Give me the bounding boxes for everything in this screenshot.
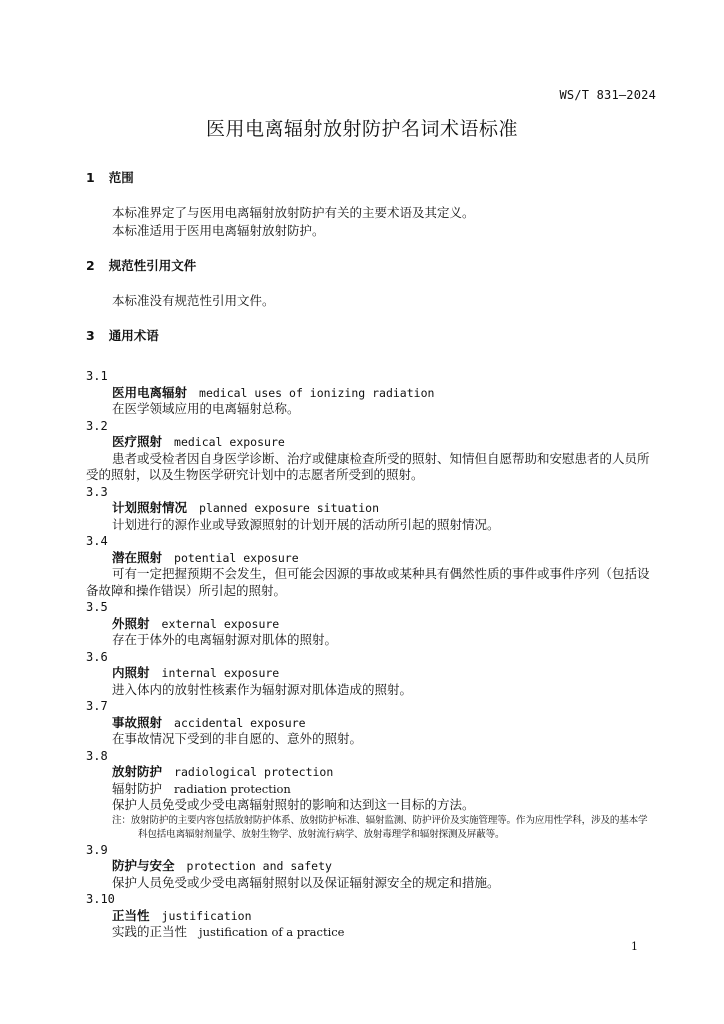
term-en: medical exposure	[174, 435, 285, 449]
page-number: 1	[631, 940, 638, 953]
term-zh: 计划照射情况	[112, 500, 188, 515]
term-alt-zh: 辐射防护	[112, 780, 163, 796]
term-en: potential exposure	[174, 550, 299, 565]
section-heading-1	[86, 168, 656, 188]
term-entry	[86, 665, 656, 682]
section-heading-2	[86, 256, 656, 276]
term-definition: 进入体内的放射性核素作为辐射源对肌体造成的照射。	[112, 681, 413, 697]
term-en: protection and safety	[186, 859, 332, 873]
term-number: 3.8	[86, 748, 108, 763]
term-definition: 计划进行的源作业或导致源照射的计划开展的活动所引起的照射情况。	[112, 516, 500, 532]
term-zh: 事故照射	[112, 714, 163, 730]
term-zh: 外照射	[112, 615, 150, 631]
term-number: 3.9	[86, 842, 108, 857]
term-entry	[86, 858, 656, 875]
section-number: 3	[86, 328, 95, 343]
term-definition: 在事故情况下受到的非自愿的、意外的照射。	[112, 731, 363, 746]
term-alt-en: justification of a practice	[199, 925, 345, 939]
term-en: accidental exposure	[174, 715, 306, 730]
term-en: justification	[161, 908, 252, 923]
term-note: 注：放射防护的主要内容包括放射防护体系、放射防护标准、辐射监测、防护评价及实施管理等。作为应用性学科，涉及的基本学科包括电离辐射剂量学、放射生物学、放射流行病学、放射毒理学和辐射探测及屏蔽等。	[112, 814, 648, 840]
term-entry	[86, 715, 656, 732]
term-number: 3.7	[86, 699, 108, 713]
term-entry	[86, 434, 656, 451]
term-entry	[86, 385, 656, 402]
term-entry	[86, 500, 656, 517]
term-en: internal exposure	[161, 666, 280, 680]
term-number: 3.5	[86, 600, 108, 614]
term-definition: 在医学领域应用的电离辐射总称。	[112, 401, 300, 416]
term-definition: 患者或受检者因自身医学诊断、治疗或健康检查所受的照射、知情但自愿帮助和安慰患者的人员所受的照射，以及生物医学研究计划中的志愿者所受到的照射。	[86, 450, 650, 482]
term-en: planned exposure situation	[199, 501, 380, 515]
section-title: 通用术语	[108, 328, 159, 343]
section-heading-3	[86, 326, 656, 346]
section-title: 范围	[108, 170, 134, 185]
term-en: external exposure	[161, 616, 280, 631]
paragraph: 本标准适用于医用电离辐射放射防护。	[112, 223, 325, 238]
term-zh: 潜在照射	[112, 549, 163, 565]
term-definition: 保护人员免受或少受电离辐射照射以及保证辐射源安全的规定和措施。	[112, 874, 500, 890]
term-zh: 医用电离辐射	[112, 384, 188, 400]
term-en: medical uses of ionizing radiation	[199, 385, 435, 400]
section-title: 规范性引用文件	[108, 258, 197, 273]
term-zh: 内照射	[112, 665, 150, 680]
term-entry	[86, 616, 656, 633]
paragraph: 本标准没有规范性引用文件。	[112, 293, 275, 308]
term-alt-zh: 实践的正当性	[112, 924, 188, 939]
term-number: 3.10	[86, 892, 115, 906]
term-zh: 医疗照射	[112, 434, 163, 449]
term-zh: 放射防护	[112, 764, 163, 779]
term-alternate	[86, 924, 656, 941]
term-definition: 可有一定把握预期不会发生，但可能会因源的事故或某种具有偶然性质的事件或事件序列（包括设备故障和操作错误）所引起的照射。	[86, 566, 650, 598]
term-zh: 防护与安全	[112, 858, 175, 873]
term-number: 3.6	[86, 649, 108, 664]
term-alternate	[86, 781, 656, 798]
term-number: 3.3	[86, 484, 108, 499]
standard-code: WS/T 831—2024	[559, 88, 656, 102]
term-alt-en: radiation protection	[174, 781, 291, 796]
term-number: 3.1	[86, 369, 108, 383]
paragraph: 本标准界定了与医用电离辐射放射防护有关的主要术语及其定义。	[112, 205, 475, 220]
term-zh: 正当性	[112, 907, 150, 923]
term-definition: 保护人员免受或少受电离辐射照射的影响和达到这一目标的方法。	[112, 797, 475, 812]
term-entry	[86, 764, 656, 781]
term-definition: 存在于体外的电离辐射源对肌体的照射。	[112, 632, 338, 647]
document-title: 医用电离辐射放射防护名词术语标准	[205, 118, 518, 140]
term-number: 3.4	[86, 534, 108, 548]
term-en: radiological protection	[174, 765, 334, 779]
term-entry	[86, 550, 656, 567]
section-number: 2	[86, 258, 95, 273]
document-body	[86, 168, 656, 941]
section-number: 1	[86, 170, 95, 185]
term-entry	[86, 908, 656, 925]
term-number: 3.2	[86, 418, 108, 433]
